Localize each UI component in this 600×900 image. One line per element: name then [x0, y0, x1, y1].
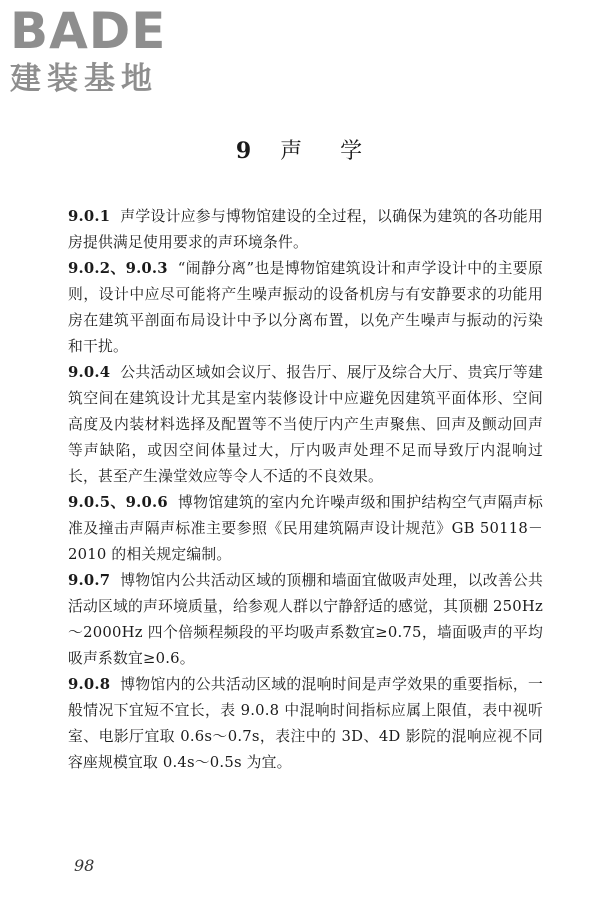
clause-list	[68, 204, 543, 776]
clause-number: 9.0.7	[68, 572, 111, 589]
clause-number: 9.0.2、9.0.3	[68, 260, 168, 277]
clause-text: 声学设计应参与博物馆建设的全过程，以确保为建筑的各功能用房提供满足使用要求的声环境条件。	[68, 208, 543, 251]
clause-9-0-5-6	[68, 490, 543, 568]
clause-text: 博物馆建筑的室内允许噪声级和围护结构空气声隔声标准及撞击声隔声标准主要参照《民用建筑隔声设计规范》GB 50118－2010 的相关规定编制。	[68, 494, 543, 563]
logo-subtitle: 建装基地	[10, 61, 158, 97]
logo-wordmark: BADE	[10, 2, 167, 60]
clause-9-0-1	[68, 204, 543, 256]
clause-9-0-2-3	[68, 256, 543, 360]
clause-number: 9.0.1	[68, 208, 111, 225]
clause-9-0-4	[68, 360, 543, 490]
page-number: 98	[74, 856, 95, 875]
clause-text: “闹静分离”也是博物馆建筑设计和声学设计中的主要原则，设计中应尽可能将产生噪声振动的设备机房与有安静要求的功能用房在建筑平剖面布局设计中予以分离布置，以免产生噪声与振动的污染和干扰。	[68, 260, 543, 355]
clause-number: 9.0.4	[68, 364, 111, 381]
chapter-number: 9	[235, 138, 254, 164]
clause-number: 9.0.5、9.0.6	[68, 494, 168, 511]
clause-text: 博物馆内公共活动区域的顶棚和墙面宜做吸声处理，以改善公共活动区域的声环境质量，给参观人群以宁静舒适的感觉，其顶棚 250Hz～2000Hz 四个倍频程频段的平均吸声系数宜≥0.75，墙面吸声的平均吸声系数宜≥0.6。	[68, 572, 543, 667]
chapter-name: 声 学	[280, 139, 365, 164]
logo	[10, 4, 180, 99]
clause-text: 博物馆内的公共活动区域的混响时间是声学效果的重要指标，一般情况下宜短不宜长，表 9.0.8 中混响时间指标应属上限值，表中视听室、电影厅宜取 0.6s～0.7s，表注中的 3D、4D 影院的混响应视不同容座规模宜取 0.4s～0.5s 为宜。	[68, 676, 543, 771]
clause-text: 公共活动区域如会议厅、报告厅、展厅及综合大厅、贵宾厅等建筑空间在建筑设计尤其是室内装修设计中应避免因建筑平面体形、空间高度及内装材料选择及配置等不当使厅内产生声聚焦、回声及颤动回声等声缺陷，或因空间体量过大，厅内吸声处理不足而导致厅内混响过长，甚至产生澡堂效应等令人不适的不良效果。	[68, 364, 543, 485]
clause-number: 9.0.8	[68, 676, 111, 693]
clause-9-0-8	[68, 672, 543, 776]
clause-9-0-7	[68, 568, 543, 672]
chapter-title	[0, 136, 600, 167]
